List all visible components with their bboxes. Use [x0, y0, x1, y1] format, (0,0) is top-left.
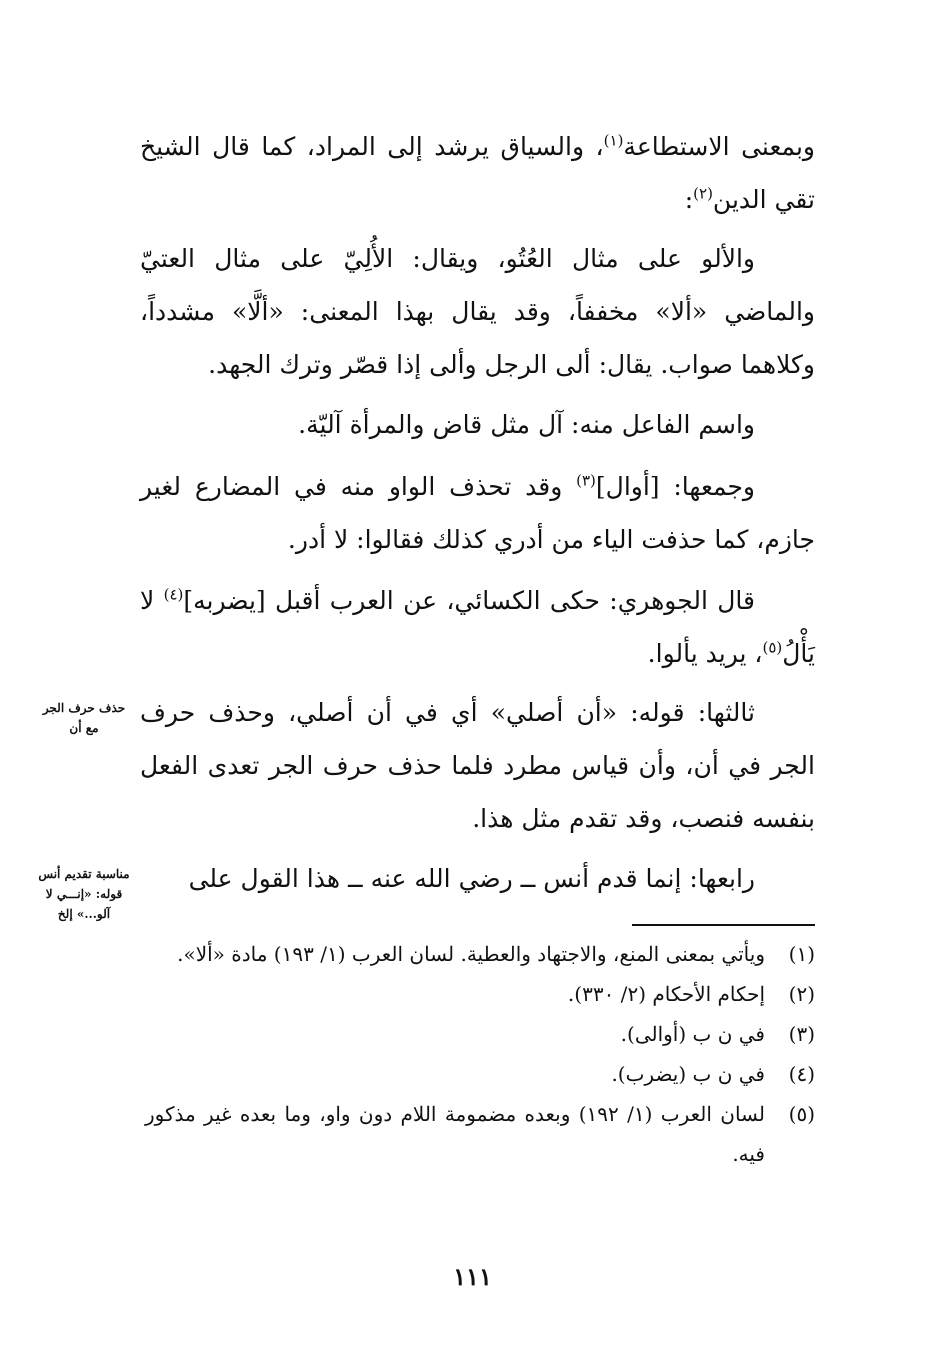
paragraph-4: وجمعها: [أوال]$^{(٣)}$ وقد تحذف الواو منه في المضارع لغير جازم، كما حذفت الياء من أدري كذلك فقالوا: لا أدر. [140, 471, 815, 554]
footnote-text: لسان العرب (١/ ١٩٢) وبعده مضمومة اللام دون واو، وما بعده غير مذكور فيه. [145, 1102, 765, 1166]
footnote-number: (٣) [788, 1022, 815, 1046]
margin-note-2: مناسبة تقديم أنس قوله: «إنـــي لا آلو...» إلخ [38, 867, 130, 921]
paragraph-6: ثالثها: قوله: «أن أصلي» أي في أن أصلي، وحذف حرف الجر في أن، وأن قياس مطرد فلما حذف حرف الجر تعدى الفعل بنفسه فنصب، وقد تقدم مثل هذا. [140, 698, 815, 833]
paragraph-7: رابعها: إنما قدم أنس ــ رضي الله عنه ــ هذا القول على [188, 864, 755, 893]
footnote-ref-2[interactable]: (٢) [693, 184, 713, 203]
footnote-number: (٥) [788, 1102, 815, 1126]
footnote-text: في ن ب (أوالى). [620, 1022, 765, 1046]
footnote-3 [145, 1014, 815, 1054]
footnote-text: ويأتي بمعنى المنع، والاجتهاد والعطية. لسان العرب (١/ ١٩٣) مادة «ألا». [177, 942, 765, 966]
footnote-1 [145, 934, 815, 974]
footnote-ref-5[interactable]: (٥) [762, 638, 783, 657]
main-text-block-7 [140, 852, 815, 905]
footnote-5 [145, 1094, 815, 1174]
footnote-number: (٢) [788, 982, 815, 1006]
footnote-text: إحكام الأحكام (٢/ ٣٣٠). [567, 982, 765, 1006]
footnote-separator [632, 924, 815, 926]
main-text-block-4 [140, 460, 815, 566]
footnote-ref-1[interactable]: (١) [603, 131, 624, 150]
footnotes-section [145, 934, 815, 1174]
main-text-block-2 [140, 232, 815, 391]
footnote-number: (١) [788, 942, 815, 966]
footnote-2 [145, 974, 815, 1014]
footnote-ref-4[interactable]: (٤) [163, 585, 184, 604]
margin-note-1: حذف حرف الجر مع أن [42, 701, 126, 735]
footnote-ref-3[interactable]: (٣) [576, 471, 596, 490]
main-text-block-5 [140, 574, 815, 680]
paragraph-3: واسم الفاعل منه: آل مثل قاض والمرأة آليّة. [298, 410, 755, 439]
page-number: ١١١ [453, 1262, 492, 1291]
footnote-number: (٤) [788, 1062, 815, 1086]
footnote-4 [145, 1054, 815, 1094]
footnote-text: في ن ب (يضرب). [611, 1062, 765, 1086]
main-text-block-1 [140, 120, 815, 226]
paragraph-5: قال الجوهري: حكى الكسائي، عن العرب أقبل [يضربه]$^{(٤)}$ لا يَأْلُ$^{(٥)}$، يريد يألوا. [140, 585, 815, 668]
paragraph-1: وبمعنى الاستطاعة$^{(١)}$، والسياق يرشد إلى المراد، كما قال الشيخ تقي الدين$^{(٢)}$: [140, 131, 816, 214]
paragraph-2: والألو على مثال العُتُو، ويقال: الأُلِيّ على مثال العتيّ والماضي «ألا» مخففاً، وقد يقال بهذا المعنى: «ألَّا» مشدداً، وكلاهما صواب. يقال: ألى الرجل وألى إذا قصّر وترك الجهد. [140, 244, 815, 379]
main-text-block-6 [140, 686, 815, 845]
main-text-block-3 [140, 398, 815, 451]
